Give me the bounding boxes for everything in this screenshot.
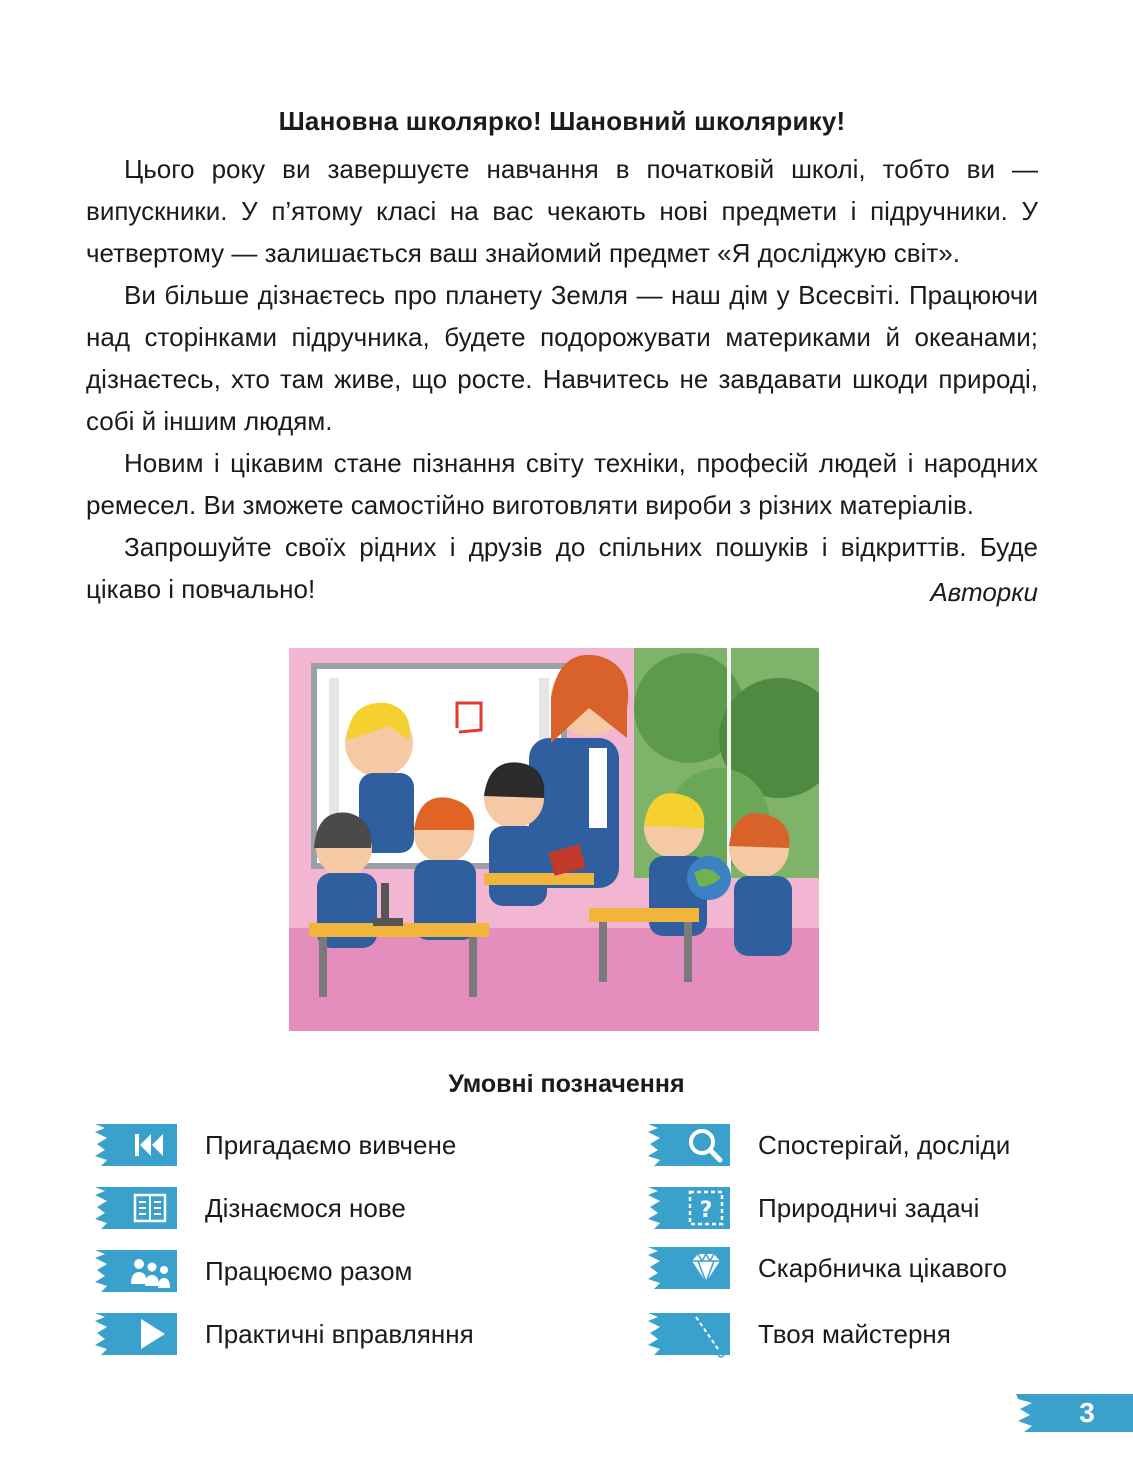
question-icon	[648, 1183, 730, 1233]
legend-item-workshop	[648, 1309, 951, 1359]
legend-label-learn-new: Дізнаємося нове	[205, 1192, 406, 1223]
legend-item-nature-tasks	[648, 1183, 979, 1233]
page-heading: Шановна школярко! Шановний школярику!	[278, 106, 846, 136]
paragraph-1: Цього року ви завершуєте навчання в початковій школі, тобто ви — випускники. У п’ятому класі на вас чекають нові предмети і підручники. У четвертому — залишається ваш знайомий предмет «Я досліджую світ».	[86, 154, 1038, 268]
legend-label-practice: Практичні вправляння	[205, 1318, 474, 1349]
paragraph-3: Новим і цікавим стане пізнання світу техніки, професій людей і народних ремесел. Ви зможете самостійно виготовляти вироби з різних матеріалів.	[86, 448, 1038, 520]
signature: Авторки	[930, 577, 1038, 607]
legend-item-treasury	[648, 1243, 1007, 1293]
legend-title: Умовні позначення	[448, 1070, 685, 1098]
legend-item-observe	[648, 1120, 1010, 1170]
legend-label-nature-tasks: Природничі задачі	[758, 1192, 980, 1223]
legend-item-work-together	[95, 1246, 412, 1296]
legend-label-workshop: Твоя майстерня	[758, 1318, 951, 1349]
diamond-icon	[648, 1243, 730, 1293]
group-people-icon	[95, 1246, 177, 1296]
open-book-icon	[95, 1183, 177, 1233]
scissors-icon	[648, 1309, 730, 1359]
legend-label-work-together: Працюємо разом	[205, 1255, 413, 1286]
paragraph-2: Ви більше дізнаєтесь про планету Земля — наш дім у Всесвіті. Працюючи над сторінками підручника, будете подорожувати материками й океанами; дізнаєтесь, хто там живе, що росте. Навчитесь не завдавати шкоди природі, собі й іншим людям.	[86, 280, 1038, 436]
svg-text:?: ?	[699, 1198, 713, 1223]
rewind-icon	[95, 1120, 177, 1170]
legend-item-practice	[95, 1309, 474, 1359]
legend-item-recall	[95, 1120, 456, 1170]
paragraph-4: Запрошуйте своїх рідних і друзів до спільних пошуків і відкриттів. Буде цікаво і повчально!	[86, 532, 1038, 604]
magnifier-icon	[648, 1120, 730, 1170]
legend-label-recall: Пригадаємо вивчене	[205, 1129, 457, 1160]
legend-label-observe: Спостерігай, досліди	[758, 1129, 1011, 1160]
classroom-illustration	[289, 648, 819, 1031]
legend-item-learn-new	[95, 1183, 406, 1233]
intro-text	[86, 148, 1038, 610]
page-number: 3	[1079, 1397, 1095, 1428]
legend-label-treasury: Скарбничка цікавого	[758, 1252, 1008, 1283]
play-icon	[95, 1309, 177, 1359]
page-number-tab	[1016, 1388, 1133, 1438]
